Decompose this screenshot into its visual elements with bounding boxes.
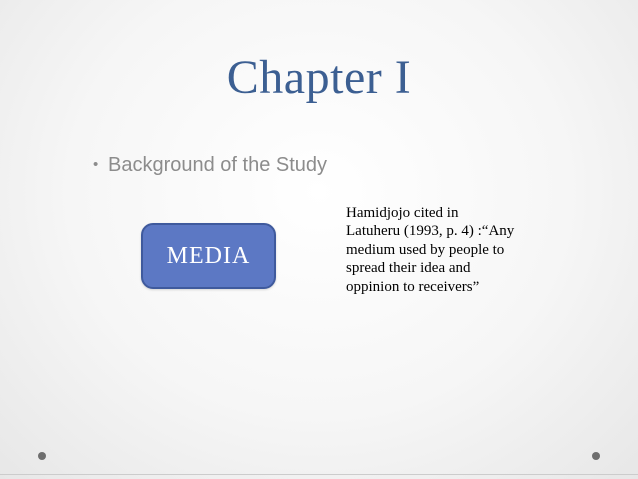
dot-icon	[38, 452, 46, 460]
slide-title: Chapter I	[226, 51, 412, 104]
quote-line: medium used by people to	[346, 241, 505, 258]
media-label: MEDIA	[166, 242, 251, 269]
bullet-item	[93, 152, 328, 178]
bullet-icon: •	[93, 156, 99, 173]
quote-line: Hamidjojo cited in	[346, 205, 459, 221]
divider	[0, 474, 638, 475]
quote-text	[346, 204, 576, 296]
quote-line: Latuheru (1993, p. 4) :“Any	[346, 223, 515, 240]
dot-icon	[592, 452, 600, 460]
quote-line: spread their idea and	[346, 260, 471, 277]
quote-line: oppinion to receivers”	[346, 278, 480, 295]
bullet-text: Background of the Study	[108, 154, 328, 176]
media-box	[141, 223, 276, 289]
